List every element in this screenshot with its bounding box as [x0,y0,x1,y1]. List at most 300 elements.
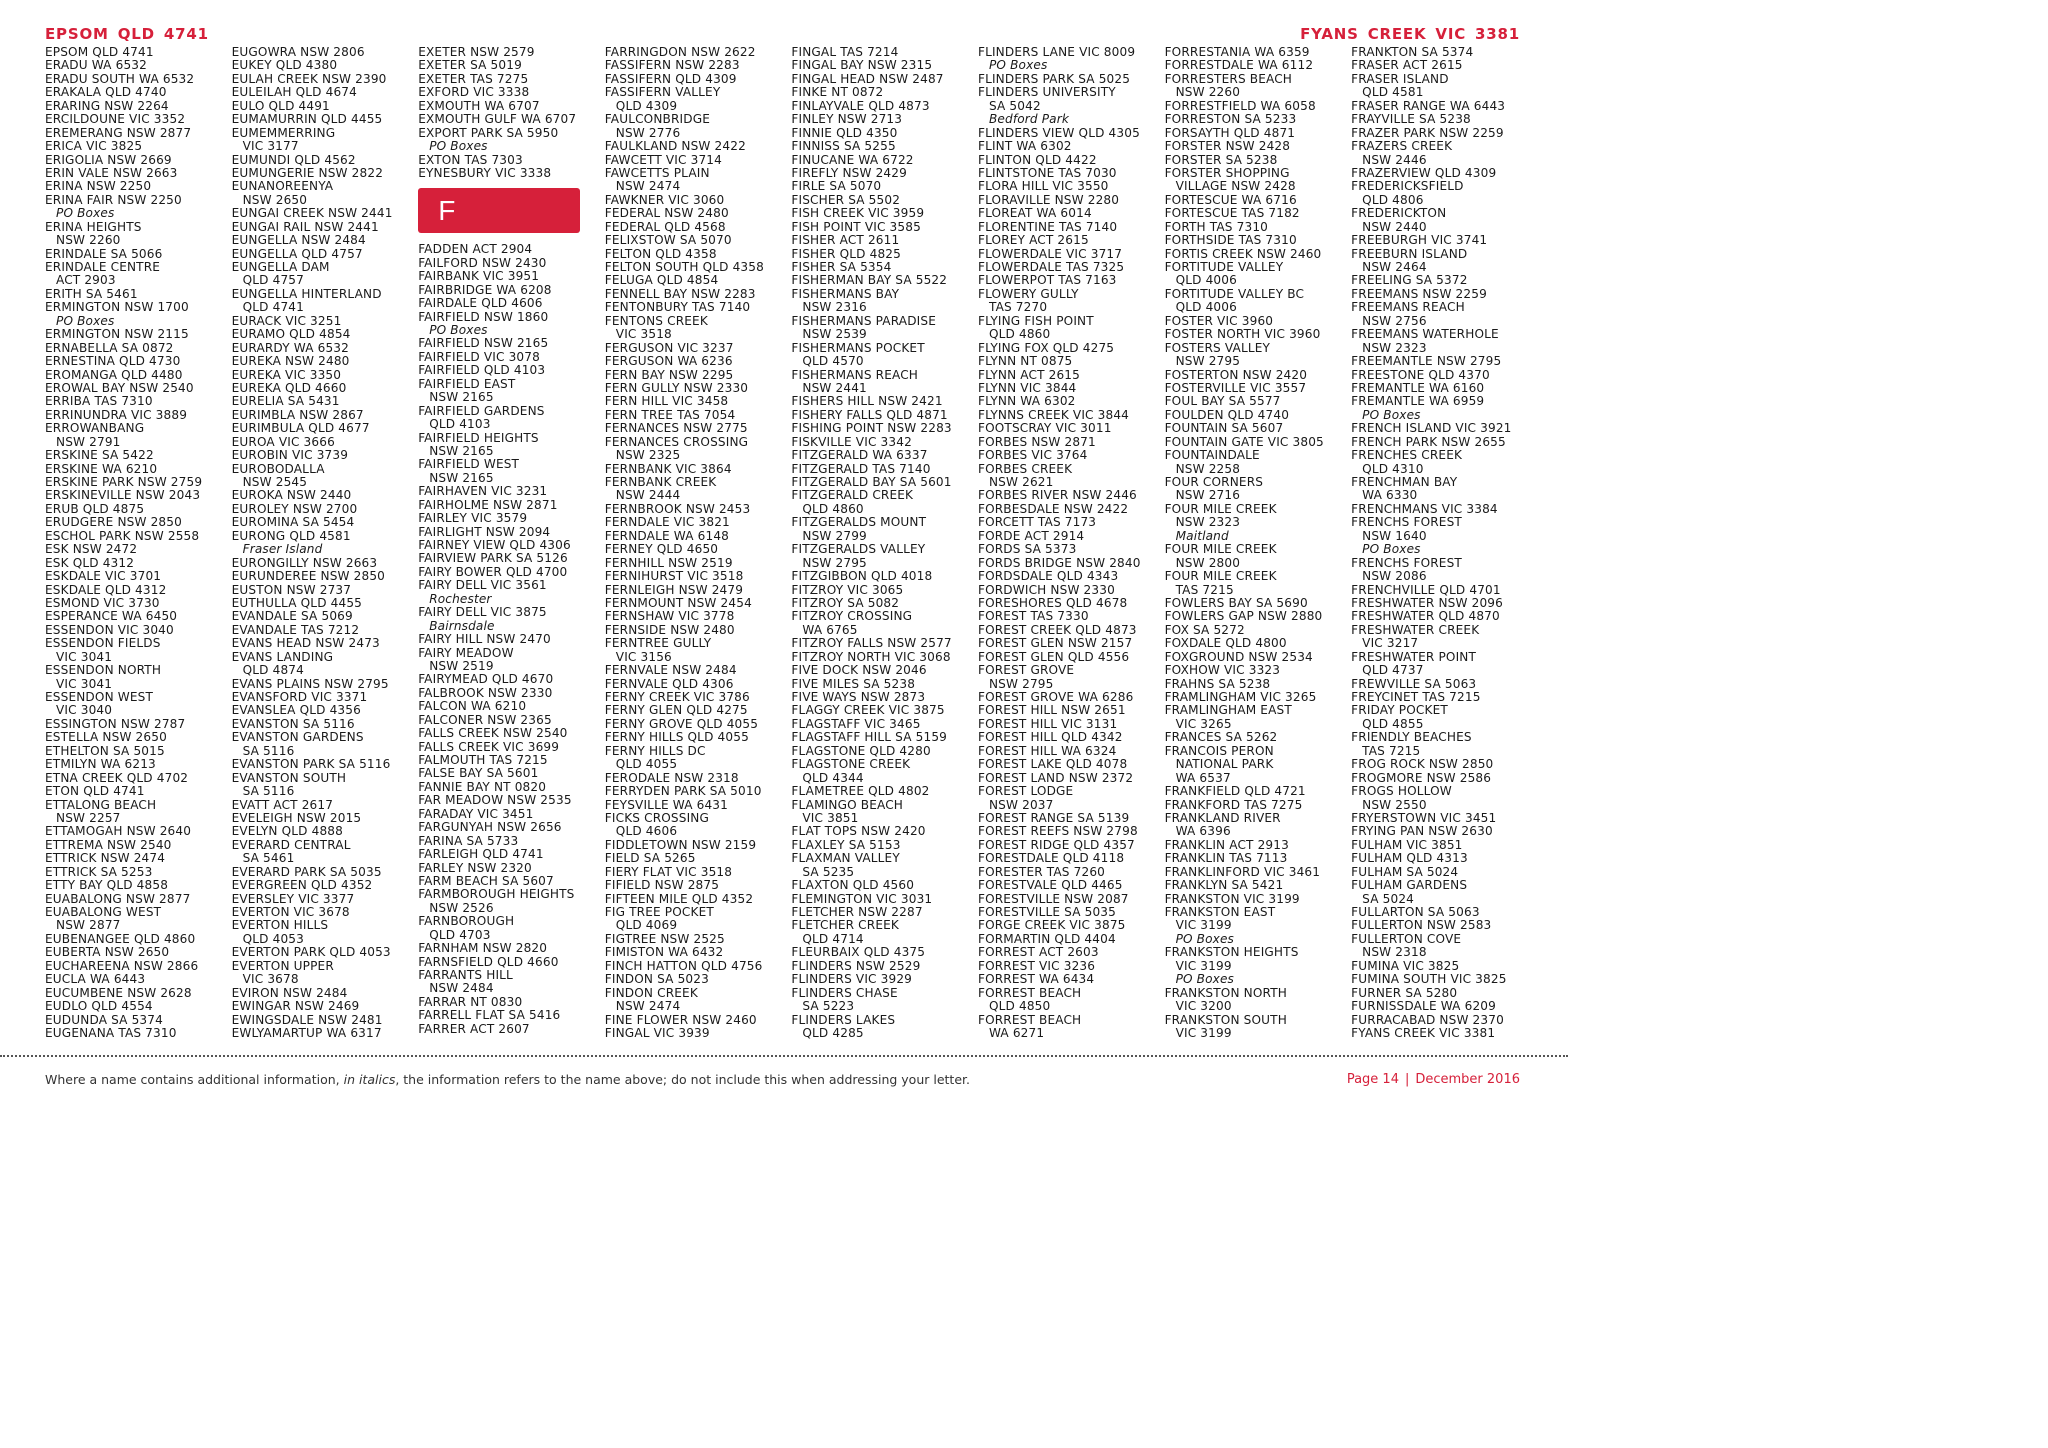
locality-entry: FLAXTON QLD 4560 [791,878,915,893]
locality-entry: FUMINA VIC 3825 [1351,958,1460,973]
locality-entry: ERAKALA QLD 4740 [45,85,167,100]
locality-entry: FORSTER SA 5238 [1164,152,1278,167]
locality-entry-continued: NSW 2484 [429,981,494,996]
locality-entry: FOREST RANGE SA 5139 [977,810,1130,825]
locality-entry: FRANKLYN SA 5421 [1164,878,1284,893]
locality-entry: EUREKA NSW 2480 [231,354,350,369]
locality-entry: FOUNTAIN SA 5607 [1164,421,1284,436]
locality-column-1 [45,46,232,1044]
locality-entry: EUTHULLA QLD 4455 [231,595,363,610]
locality-entry: FORESTVILLE SA 5035 [977,905,1116,919]
locality-entry: FAIRDALE QLD 4606 [418,296,543,311]
locality-entry: FLORENTINE TAS 7140 [977,219,1118,234]
locality-entry: FLAGSTONE QLD 4280 [791,743,931,758]
locality-entry: FORBESDALE NSW 2422 [977,501,1129,516]
locality-entry-continued: NSW 2776 [615,125,681,140]
locality-entry: FREEMANS REACH [1351,300,1465,315]
locality-entry: FIERY FLAT VIC 3518 [604,864,733,879]
locality-entry: EUDLO QLD 4554 [45,999,153,1014]
locality-entry: FORCETT TAS 7173 [977,515,1097,530]
locality-entry: FARNSFIELD QLD 4660 [418,954,559,969]
locality-entry: FAIRLIGHT NSW 2094 [418,524,551,539]
locality-entry: FRANKFORD TAS 7275 [1164,797,1303,812]
locality-entry: FARNHAM NSW 2820 [418,941,548,956]
locality-entry: FREEMANS WATERHOLE [1351,327,1499,342]
locality-entry: EULEILAH QLD 4674 [231,85,358,100]
locality-entry: FERNANCES NSW 2775 [604,421,748,436]
locality-entry: EROWAL BAY NSW 2540 [45,380,194,395]
locality-entry-continued: NSW 2165 [429,443,494,458]
locality-entry: EUSTON NSW 2737 [231,582,352,597]
locality-entry: EUNGELLA NSW 2484 [231,233,366,248]
locality-entry-continued: VIC 3518 [615,327,672,342]
locality-entry: FLINDERS CHASE [791,985,898,1000]
locality-entry: FAULKLAND NSW 2422 [604,139,746,154]
locality-entry: FRANKTON SA 5374 [1351,46,1474,59]
locality-entry: FERNY GROVE QLD 4055 [604,716,759,731]
locality-entry-continued: SA 5223 [802,999,855,1014]
locality-note: Maitland [1175,528,1229,543]
locality-entry: FLORAVILLE NSW 2280 [977,192,1120,207]
locality-entry: FAIRFIELD WEST [418,457,520,472]
publication-date: December 2016 [1415,1072,1520,1087]
locality-entry: FRANKSTON NORTH [1164,985,1287,1000]
locality-entry: ERMINGTON NSW 2115 [45,327,189,342]
locality-entry: ERARING NSW 2264 [45,98,169,113]
locality-entry: FRASER ISLAND [1351,71,1449,86]
locality-entry: FIGTREE NSW 2525 [604,931,725,946]
locality-entry: EUNGAI RAIL NSW 2441 [231,219,379,234]
locality-entry: FORDSDALE QLD 4343 [977,569,1119,584]
locality-entry: EURIMBLA NSW 2867 [231,407,364,422]
locality-entry: FRASER ACT 2615 [1351,58,1463,73]
page-number: Page 14 [1346,1072,1399,1087]
locality-entry: FRENCHS FOREST [1351,515,1462,530]
locality-entry: FORESTVALE QLD 4465 [977,878,1123,893]
locality-entry: FASSIFERN VALLEY [604,85,721,100]
locality-entry: FITZGERALDS VALLEY [791,542,926,557]
locality-entry: FENNELL BAY NSW 2283 [604,286,756,301]
locality-entry: FAWKNER VIC 3060 [604,192,725,207]
locality-entry-continued: WA 6765 [802,622,858,637]
locality-entry: FULLARTON SA 5063 [1351,905,1480,919]
locality-entry: FREWVILLE SA 5063 [1351,676,1477,691]
locality-entry: EVELYN QLD 4888 [231,824,343,839]
locality-entry: EURELIA SA 5431 [231,394,340,409]
locality-note: PO Boxes [1362,542,1421,557]
locality-entry: EXETER TAS 7275 [418,71,529,86]
locality-entry-continued: NSW 2441 [802,380,867,395]
locality-entry: FITZROY CROSSING [791,609,913,624]
locality-entry: FOSTER VIC 3960 [1164,313,1274,328]
locality-entry: EREMERANG NSW 2877 [45,125,192,140]
locality-entry: FOREST TAS 7330 [977,609,1089,624]
locality-entry: ERITH SA 5461 [45,286,138,301]
page-info-separator: | [1404,1072,1410,1087]
locality-entry: FERN GULLY NSW 2330 [604,380,749,395]
locality-entry: FRAMLINGHAM EAST [1164,703,1292,718]
locality-entry: FAWCETTS PLAIN [604,165,710,180]
locality-entry: FERN HILL VIC 3458 [604,394,729,409]
locality-entry: EVANSFORD VIC 3371 [231,690,368,704]
locality-entry: FAIRFIELD NSW 1860 [418,309,549,324]
locality-entry: FRANKSTON EAST [1164,905,1276,919]
locality-entry: FLAMINGO BEACH [791,797,904,812]
locality-entry: FISCHER SA 5502 [791,192,901,207]
locality-entry: FREDERICKSFIELD [1351,179,1464,194]
locality-entry: FERN BAY NSW 2295 [604,367,734,382]
locality-entry: FORTITUDE VALLEY BC [1164,286,1305,301]
locality-entry: FORBES RIVER NSW 2446 [977,488,1137,503]
locality-entry: EVERTON HILLS [231,918,329,933]
locality-entry: FORBES CREEK [977,461,1073,476]
locality-entry-continued: NSW 2877 [56,918,121,933]
locality-entry-continued: NSW 2795 [988,676,1054,691]
locality-entry: EUMUNGERIE NSW 2822 [231,165,384,180]
locality-entry-continued: NSW 2318 [1362,945,1427,960]
locality-entry: FITZGERALD TAS 7140 [791,461,931,476]
locality-entry-continued: NSW 2550 [1362,797,1427,812]
locality-entry-continued: NSW 2323 [1175,515,1241,530]
locality-entry: EXTON TAS 7303 [418,152,523,167]
locality-entry: FRANKLAND RIVER [1164,810,1281,825]
locality-entry-continued: NSW 2474 [615,999,681,1014]
locality-entry: EWLYAMARTUP WA 6317 [231,1025,382,1040]
locality-column-8 [1351,46,1538,1044]
locality-entry-continued: VIC 3199 [1175,958,1232,973]
locality-entry: FALCONER NSW 2365 [418,712,552,727]
locality-entry: FITZGERALDS MOUNT [791,515,927,530]
locality-entry: FRANKLINFORD VIC 3461 [1164,864,1321,879]
locality-entry: EVANDALE SA 5069 [231,609,353,624]
locality-entry: ERRIBA TAS 7310 [45,394,153,409]
locality-note: Bairnsdale [429,618,495,633]
locality-entry: FORREST WA 6434 [977,972,1095,987]
locality-entry-continued: QLD 4714 [802,931,864,946]
locality-entry: EVERTON PARK QLD 4053 [231,945,391,960]
locality-note: PO Boxes [1175,972,1235,987]
locality-entry: ETTRICK NSW 2474 [45,851,166,866]
locality-entry: FLAGSTONE CREEK [791,757,911,772]
locality-entry: EUROBODALLA [231,461,325,476]
locality-entry-continued: TAS 7215 [1175,582,1234,597]
locality-entry: EULAH CREEK NSW 2390 [231,71,387,86]
locality-entry: FERNVALE QLD 4306 [604,676,734,691]
locality-entry-continued: NSW 2257 [56,810,121,825]
locality-entry: FITZGERALD WA 6337 [791,448,928,463]
locality-entry: FLAMETREE QLD 4802 [791,784,930,799]
locality-columns [45,46,1531,1044]
locality-note: PO Boxes [1175,931,1235,946]
locality-entry: EUROKA NSW 2440 [231,488,352,503]
locality-entry: FAILFORD NSW 2430 [418,255,547,270]
locality-entry-continued: NSW 2795 [1175,354,1241,369]
locality-entry-continued: VIC 3177 [242,139,299,154]
locality-entry: FAIRFIELD VIC 3078 [418,349,540,364]
locality-entry: FLINTON QLD 4422 [977,152,1097,167]
locality-entry: ESK NSW 2472 [45,542,138,557]
locality-entry-continued: SA 5024 [1362,891,1415,906]
locality-entry: ERSKINE WA 6210 [45,461,158,476]
locality-entry: FARLEIGH QLD 4741 [418,847,544,862]
locality-entry: EURONGILLY NSW 2663 [231,555,378,570]
locality-entry-continued: TAS 7215 [1362,743,1421,758]
locality-entry: FRENCHMAN BAY [1351,475,1458,489]
locality-entry: ESSENDON FIELDS [45,636,161,651]
locality-entry: ERINA HEIGHTS [45,219,142,234]
locality-entry: FIFIELD NSW 2875 [604,878,720,893]
locality-entry-continued: WA 6271 [988,1025,1045,1040]
locality-entry: FOUR MILE CREEK [1164,542,1277,557]
locality-entry: FOREST HILL NSW 2651 [977,703,1126,718]
locality-entry: FERODALE NSW 2318 [604,770,739,785]
locality-entry: FAIRNEY VIEW QLD 4306 [418,538,571,552]
locality-entry: FAIRBANK VIC 3951 [418,269,540,284]
locality-entry: FLAGSTAFF HILL SA 5159 [791,730,948,745]
locality-entry: FOREST RIDGE QLD 4357 [977,837,1135,852]
locality-entry: EUREKA QLD 4660 [231,380,347,395]
locality-entry: FOX SA 5272 [1164,622,1245,637]
locality-entry: FERNY HILLS DC [604,743,706,758]
locality-entry: FAIRVIEW PARK SA 5126 [418,551,568,566]
locality-entry: FALSE BAY SA 5601 [418,766,539,781]
locality-entry: FENTONS CREEK [604,313,708,328]
locality-entry: FLAGGY CREEK VIC 3875 [791,703,945,718]
locality-entry: FORDE ACT 2914 [977,528,1085,543]
locality-entry: FOREST REEFS NSW 2798 [977,824,1138,839]
locality-entry: FRANKLIN ACT 2913 [1164,837,1289,852]
locality-entry-continued: QLD 4006 [1175,300,1237,315]
locality-entry-continued: QLD 4703 [429,927,491,942]
locality-entry-continued: NSW 2756 [1362,313,1427,328]
locality-entry: FIREFLY NSW 2429 [791,165,907,180]
locality-entry: FRANKSTON VIC 3199 [1164,891,1300,906]
locality-entry: FRESHWATER CREEK [1351,622,1480,637]
locality-entry-continued: NSW 2446 [1362,152,1427,167]
locality-entry: FENTONBURY TAS 7140 [604,300,751,315]
locality-entry: EUNGELLA HINTERLAND [231,286,382,301]
locality-entry: EVERARD CENTRAL [231,837,351,852]
locality-entry: FLINDERS PARK SA 5025 [977,71,1131,86]
locality-entry: FOREST GLEN QLD 4556 [977,649,1130,664]
locality-entry: FRANKFIELD QLD 4721 [1164,784,1306,799]
locality-entry-continued: QLD 4737 [1362,663,1424,678]
locality-entry: EUBERTA NSW 2650 [45,945,170,960]
locality-entry: FOUNTAINDALE [1164,448,1260,463]
guide-word-last: FYANS CREEK VIC 3381 [1300,25,1520,43]
locality-entry: EROMANGA QLD 4480 [45,367,183,382]
locality-entry: ESTELLA NSW 2650 [45,730,167,745]
locality-entry: EVERARD PARK SA 5035 [231,864,382,879]
locality-entry: ERADU WA 6532 [45,58,147,73]
locality-entry: FARRINGDON NSW 2622 [604,46,756,59]
locality-entry: FIVE DOCK NSW 2046 [791,663,927,678]
locality-entry: FARADAY VIC 3451 [418,806,534,821]
locality-column-5 [791,46,978,1044]
locality-entry-continued: VIC 3041 [56,649,113,664]
locality-entry: EWINGSDALE NSW 2481 [231,1012,383,1027]
locality-entry: FINNIE QLD 4350 [791,125,898,140]
locality-entry: FEDERAL NSW 2480 [604,206,729,221]
locality-entry: FIRLE SA 5070 [791,179,882,194]
locality-entry: FOUNTAIN GATE VIC 3805 [1164,434,1324,449]
locality-entry: FIDDLETOWN NSW 2159 [604,837,757,852]
locality-entry: EVANSLEA QLD 4356 [231,703,361,718]
locality-entry-continued: VIC 3041 [56,676,113,691]
locality-entry-continued: SA 5235 [802,864,855,879]
locality-entry: FLETCHER NSW 2287 [791,905,923,919]
locality-entry: FLINDERS LAKES [791,1012,896,1027]
locality-entry: FULLERTON NSW 2583 [1351,918,1492,933]
locality-entry: FRYERSTOWN VIC 3451 [1351,810,1497,825]
locality-entry: ERSKINE SA 5422 [45,448,154,463]
locality-entry: FERNBANK VIC 3864 [604,461,732,476]
locality-entry: FREYCINET TAS 7215 [1351,690,1481,704]
locality-entry: FREEBURN ISLAND [1351,246,1468,261]
locality-entry: FARNBOROUGH [418,914,515,929]
locality-entry: FROGMORE NSW 2586 [1351,770,1492,785]
locality-entry: EUKEY QLD 4380 [231,58,338,73]
locality-entry-continued: NSW 2716 [1175,488,1241,503]
locality-entry: FAIRFIELD GARDENS [418,403,545,418]
locality-entry: EYNESBURY VIC 3338 [418,165,552,180]
locality-entry: EPSOM QLD 4741 [45,46,154,59]
locality-entry-continued: NSW 2444 [615,488,681,503]
locality-entry: FREELING SA 5372 [1351,273,1468,288]
locality-entry: FREEMANTLE NSW 2795 [1351,354,1502,369]
locality-entry: FARLEY NSW 2320 [418,860,532,875]
locality-entry-continued: VIC 3265 [1175,716,1232,731]
locality-entry: FROG ROCK NSW 2850 [1351,757,1494,772]
locality-entry: FITZGERALD CREEK [791,488,914,503]
locality-entry: FLYNNS CREEK VIC 3844 [977,407,1130,422]
locality-entry: FOREST HILL VIC 3131 [977,716,1118,731]
locality-entry: FORRESTFIELD WA 6058 [1164,98,1316,113]
locality-entry-continued: QLD 4309 [615,98,678,113]
locality-entry: FINLAYVALE QLD 4873 [791,98,930,113]
locality-entry-continued: VIC 3851 [802,810,859,825]
locality-entry: ESK QLD 4312 [45,555,135,570]
locality-entry-continued: QLD 4055 [615,757,678,772]
locality-entry-continued: VIC 3200 [1175,999,1232,1014]
locality-entry: EVATT ACT 2617 [231,797,334,812]
locality-entry: EVELEIGH NSW 2015 [231,810,362,825]
locality-entry: FRIDAY POCKET [1351,703,1448,718]
locality-entry-continued: SA 5116 [242,743,295,758]
locality-entry: FRESHWATER POINT [1351,649,1477,664]
locality-entry: FORTESCUE WA 6716 [1164,192,1297,207]
locality-entry-continued: NSW 2260 [56,233,121,248]
locality-entry: FLETCHER CREEK [791,918,899,933]
locality-entry: FERNY CREEK VIC 3786 [604,690,750,704]
locality-entry: EXMOUTH WA 6707 [418,98,540,113]
locality-entry: FLYNN ACT 2615 [977,367,1080,382]
locality-entry: EUMUNDI QLD 4562 [231,152,356,167]
locality-entry: FORESTVILLE NSW 2087 [977,891,1129,906]
locality-entry: FORRESTERS BEACH [1164,71,1293,86]
locality-entry: FLYNN WA 6302 [977,394,1076,409]
locality-entry: FITZROY VIC 3065 [791,582,904,597]
locality-entry: ETNA CREEK QLD 4702 [45,770,189,785]
locality-entry: FRAZERS CREEK [1351,139,1453,154]
locality-entry-continued: NSW 2650 [242,192,308,207]
locality-column-7 [1165,46,1352,1044]
locality-entry: FOREST HILL QLD 4342 [977,730,1123,745]
locality-entry: FREEMANS NSW 2259 [1351,286,1487,301]
locality-entry: FIELD SA 5265 [604,851,696,866]
locality-entry: FISHER SA 5354 [791,260,892,274]
locality-entry-continued: VIC 3199 [1175,918,1232,933]
locality-entry: FERNLEIGH NSW 2479 [604,582,744,597]
locality-entry: FLEURBAIX QLD 4375 [791,945,926,960]
locality-entry: FERNIHURST VIC 3518 [604,569,744,584]
locality-entry: FERNSIDE NSW 2480 [604,622,735,637]
locality-entry: ESCHOL PARK NSW 2558 [45,528,200,543]
locality-entry: FRANCES SA 5262 [1164,730,1278,745]
locality-entry: FADDEN ACT 2904 [418,242,533,257]
locality-entry: FITZGIBBON QLD 4018 [791,569,933,584]
locality-entry: FOREST LODGE [977,784,1074,799]
locality-entry-continued: QLD 4855 [1362,716,1424,731]
locality-entry: EURAMO QLD 4854 [231,327,351,342]
locality-entry: FRYING PAN NSW 2630 [1351,824,1493,839]
locality-entry: FAIRHOLME NSW 2871 [418,497,558,512]
locality-entry-continued: NSW 2795 [802,555,867,570]
locality-entry: EVERGREEN QLD 4352 [231,878,373,893]
locality-entry: ESSENDON VIC 3040 [45,622,174,637]
locality-entry: FORRESTON SA 5233 [1164,112,1297,127]
locality-entry: FLINDERS NSW 2529 [791,958,921,973]
locality-entry: FERNTREE GULLY [604,636,712,651]
locality-entry: FURNISSDALE WA 6209 [1351,999,1496,1014]
locality-entry: FOXDALE QLD 4800 [1164,636,1287,651]
locality-entry: FAIRFIELD NSW 2165 [418,336,549,351]
locality-entry: EUROBIN VIC 3739 [231,448,349,463]
locality-entry: FALLS CREEK NSW 2540 [418,726,568,741]
locality-entry-continued: QLD 4606 [615,824,678,839]
locality-entry: FLINDERS VIC 3929 [791,972,913,987]
locality-entry: FERNMOUNT NSW 2454 [604,595,752,610]
locality-entry: FREMANTLE WA 6160 [1351,380,1485,395]
locality-entry: FORTESCUE TAS 7182 [1164,206,1300,221]
locality-entry: FIVE WAYS NSW 2873 [791,690,926,704]
locality-entry: FITZROY NORTH VIC 3068 [791,649,951,664]
locality-entry: FOUR MILE CREEK [1164,501,1277,516]
locality-entry: FALMOUTH TAS 7215 [418,753,548,767]
locality-entry: FREMANTLE WA 6959 [1351,394,1485,409]
locality-note: PO Boxes [1362,407,1421,422]
locality-entry: EUNANOREENYA [231,179,334,194]
locality-entry: FERNY HILLS QLD 4055 [604,730,749,745]
locality-entry: FREEBURGH VIC 3741 [1351,233,1488,248]
locality-entry: FLYNN NT 0875 [977,354,1073,369]
locality-entry: FISH CREEK VIC 3959 [791,206,925,221]
locality-entry: FINKE NT 0872 [791,85,884,100]
locality-entry-continued: NSW 2791 [56,434,121,449]
locality-entry-continued: QLD 4103 [429,417,491,432]
locality-entry: FLEMINGTON VIC 3031 [791,891,933,906]
section-letter-marker: F [418,188,580,233]
locality-entry: FRAMLINGHAM VIC 3265 [1164,690,1317,704]
locality-entry: FRENCH PARK NSW 2655 [1351,434,1506,449]
locality-entry: FARM BEACH SA 5607 [418,873,554,888]
locality-entry: FREDERICKTON [1351,206,1447,221]
locality-entry: FITZGERALD BAY SA 5601 [791,475,952,489]
locality-entry: ESKDALE QLD 4312 [45,582,167,597]
locality-entry: EUROMINA SA 5454 [231,515,355,530]
locality-entry: FERNBROOK NSW 2453 [604,501,751,516]
locality-note: PO Boxes [429,139,488,154]
